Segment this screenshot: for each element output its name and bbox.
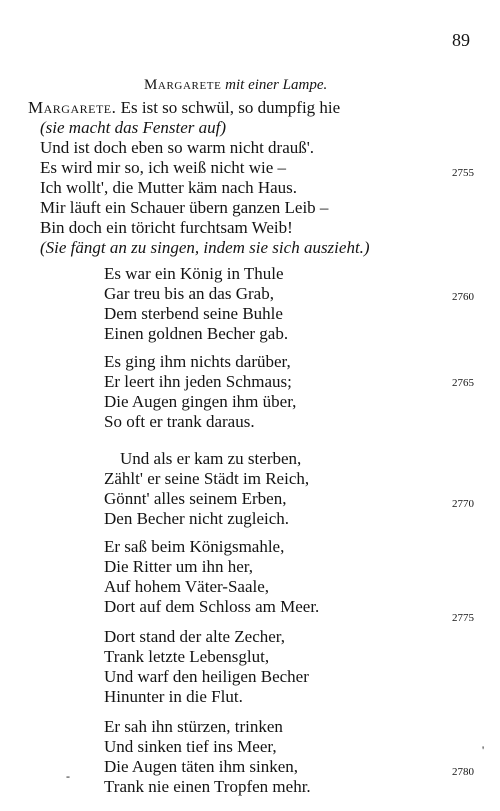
line-number: 2770 [452,498,474,510]
verse-line: Er leert ihn jeden Schmaus; [104,372,292,391]
speech-line-text: Es ist so schwül, so dumpfig hie [120,98,341,117]
scene-speaker: Margarete [144,77,222,93]
line-number: 2765 [452,377,474,389]
verse-line: So oft er trank daraus. [104,412,255,431]
line-number: 2760 [452,291,474,303]
verse-line: Gönnt' alles seinem Erben, [104,489,287,508]
stage-direction: mit einer Lampe. [225,77,328,93]
verse-line: Er sah ihn stürzen, trinken [104,717,283,736]
verse-line: Die Augen täten ihm sinken, [104,757,299,776]
verse-line: Hinunter in die Flut. [104,687,243,706]
speech-line: Und ist doch eben so warm nicht drauß'. [40,138,315,157]
verse-line: Und warf den heiligen Becher [104,667,309,686]
speech-line [28,98,340,118]
verse-line: Trank nie einen Tropfen mehr. [104,777,311,796]
verse-line: Auf hohem Väter-Saale, [104,577,270,596]
verse-line: Und sinken tief ins Meer, [104,737,277,756]
speech-line: Es wird mir so, ich weiß nicht wie – [40,158,286,177]
stage-direction: (Sie fängt an zu singen, indem sie sich auszieht.) [40,238,370,257]
verse-line: Die Augen gingen ihm über, [104,392,297,411]
verse-line: Die Ritter um ihn her, [104,557,253,576]
speech-line: Bin doch ein töricht furchtsam Weib! [40,218,293,237]
verse-line: Es ging ihm nichts darüber, [104,352,291,371]
line-number: 2755 [452,167,474,179]
verse-line: Es war ein König in Thule [104,264,284,283]
page-number: 89 [452,30,470,50]
stray-mark: ' [482,743,485,757]
verse-line: Den Becher nicht zugleich. [104,509,290,528]
speech-line: Mir läuft ein Schauer übern ganzen Leib – [40,198,329,217]
line-number: 2775 [452,612,474,624]
speech-line: Ich wollt', die Mutter käm nach Haus. [40,178,298,197]
speaker-name: Margarete. [28,98,117,117]
verse-line: Dem sterbend seine Buhle [104,304,283,323]
scene-heading [144,76,327,94]
verse-line: Er saß beim Königsmahle, [104,537,285,556]
verse-line: Gar treu bis an das Grab, [104,284,274,303]
verse-line: Einen goldnen Becher gab. [104,324,289,343]
verse-line: Dort stand der alte Zecher, [104,627,286,646]
verse-line: Trank letzte Lebensglut, [104,647,270,666]
stray-mark: - [66,769,70,783]
verse-line: Dort auf dem Schloss am Meer. [104,597,320,616]
line-number: 2780 [452,766,474,778]
verse-line: Und als er kam zu sterben, [120,449,302,468]
verse-line: Zählt' er seine Städt im Reich, [104,469,310,488]
stage-direction: (sie macht das Fenster auf) [40,118,227,137]
